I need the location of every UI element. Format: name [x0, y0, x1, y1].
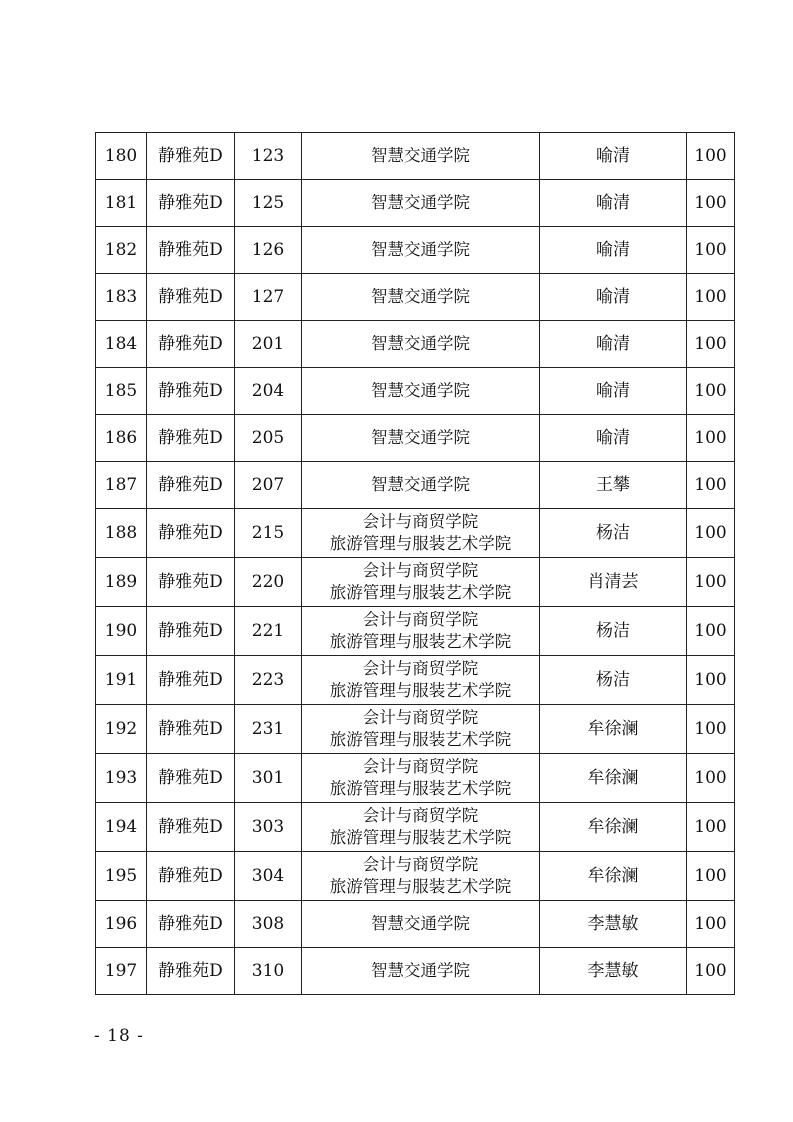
- cell-building: 静雅苑D: [147, 180, 235, 227]
- cell-building: 静雅苑D: [147, 368, 235, 415]
- college-line: 智慧交通学院: [371, 193, 470, 212]
- cell-score: 100: [687, 509, 735, 558]
- cell-score: 100: [687, 558, 735, 607]
- cell-number: 189: [96, 558, 147, 607]
- college-line: 智慧交通学院: [371, 334, 470, 353]
- cell-building: 静雅苑D: [147, 948, 235, 995]
- table-row: [96, 509, 735, 558]
- cell-number: 186: [96, 415, 147, 462]
- cell-counselor: 李慧敏: [540, 901, 687, 948]
- college-line: 旅游管理与服装艺术学院: [329, 632, 512, 651]
- cell-counselor: 王攀: [540, 462, 687, 509]
- table-row: [96, 558, 735, 607]
- table-row: [96, 462, 735, 509]
- college-line: 智慧交通学院: [371, 146, 470, 165]
- cell-college: [302, 321, 540, 368]
- table-row: [96, 415, 735, 462]
- cell-room: 220: [235, 558, 302, 607]
- cell-number: 180: [96, 133, 147, 180]
- cell-counselor: 杨洁: [540, 607, 687, 656]
- cell-building: 静雅苑D: [147, 901, 235, 948]
- cell-college: [302, 558, 540, 607]
- cell-building: 静雅苑D: [147, 607, 235, 656]
- cell-building: 静雅苑D: [147, 852, 235, 901]
- college-line: 旅游管理与服装艺术学院: [329, 583, 512, 602]
- table-row: [96, 180, 735, 227]
- cell-building: 静雅苑D: [147, 462, 235, 509]
- cell-room: 301: [235, 754, 302, 803]
- cell-college: [302, 274, 540, 321]
- cell-college: [302, 656, 540, 705]
- cell-score: 100: [687, 180, 735, 227]
- cell-score: 100: [687, 754, 735, 803]
- cell-counselor: 喻清: [540, 321, 687, 368]
- college-line: 旅游管理与服装艺术学院: [329, 779, 512, 798]
- college-line: 智慧交通学院: [371, 475, 470, 494]
- cell-counselor: 喻清: [540, 368, 687, 415]
- college-line: 智慧交通学院: [371, 287, 470, 306]
- college-line: 智慧交通学院: [371, 428, 470, 447]
- cell-building: 静雅苑D: [147, 558, 235, 607]
- cell-college: [302, 462, 540, 509]
- cell-number: 195: [96, 852, 147, 901]
- cell-counselor: 牟徐澜: [540, 705, 687, 754]
- cell-counselor: 牟徐澜: [540, 754, 687, 803]
- cell-score: 100: [687, 948, 735, 995]
- cell-number: 196: [96, 901, 147, 948]
- cell-college: [302, 852, 540, 901]
- cell-number: 194: [96, 803, 147, 852]
- cell-number: 192: [96, 705, 147, 754]
- cell-score: 100: [687, 852, 735, 901]
- cell-counselor: 牟徐澜: [540, 852, 687, 901]
- college-line: 会计与商贸学院: [362, 806, 479, 825]
- college-line: 会计与商贸学院: [362, 708, 479, 727]
- table-row: [96, 368, 735, 415]
- cell-room: 303: [235, 803, 302, 852]
- college-line: 旅游管理与服装艺术学院: [329, 828, 512, 847]
- cell-number: 183: [96, 274, 147, 321]
- table-row: [96, 321, 735, 368]
- college-line: 智慧交通学院: [371, 914, 470, 933]
- cell-room: 231: [235, 705, 302, 754]
- cell-room: 223: [235, 656, 302, 705]
- table-body: [96, 133, 735, 995]
- cell-room: 310: [235, 948, 302, 995]
- college-line: 智慧交通学院: [371, 381, 470, 400]
- cell-number: 193: [96, 754, 147, 803]
- cell-score: 100: [687, 321, 735, 368]
- college-line: 旅游管理与服装艺术学院: [329, 730, 512, 749]
- cell-score: 100: [687, 656, 735, 705]
- cell-building: 静雅苑D: [147, 656, 235, 705]
- cell-college: [302, 415, 540, 462]
- cell-score: 100: [687, 368, 735, 415]
- cell-score: 100: [687, 274, 735, 321]
- cell-number: 188: [96, 509, 147, 558]
- college-line: 会计与商贸学院: [362, 757, 479, 776]
- cell-counselor: 牟徐澜: [540, 803, 687, 852]
- cell-building: 静雅苑D: [147, 274, 235, 321]
- cell-score: 100: [687, 607, 735, 656]
- cell-counselor: 肖清芸: [540, 558, 687, 607]
- cell-score: 100: [687, 901, 735, 948]
- cell-score: 100: [687, 462, 735, 509]
- cell-building: 静雅苑D: [147, 321, 235, 368]
- table-row: [96, 274, 735, 321]
- cell-counselor: 杨洁: [540, 509, 687, 558]
- cell-college: [302, 754, 540, 803]
- cell-room: 221: [235, 607, 302, 656]
- table-row: [96, 656, 735, 705]
- cell-room: 125: [235, 180, 302, 227]
- cell-college: [302, 948, 540, 995]
- cell-score: 100: [687, 705, 735, 754]
- table-row: [96, 227, 735, 274]
- college-line: 旅游管理与服装艺术学院: [329, 534, 512, 553]
- cell-number: 184: [96, 321, 147, 368]
- cell-building: 静雅苑D: [147, 509, 235, 558]
- college-line: 旅游管理与服装艺术学院: [329, 877, 512, 896]
- cell-counselor: 李慧敏: [540, 948, 687, 995]
- cell-counselor: 喻清: [540, 227, 687, 274]
- cell-counselor: 喻清: [540, 274, 687, 321]
- college-line: 会计与商贸学院: [362, 659, 479, 678]
- cell-building: 静雅苑D: [147, 133, 235, 180]
- college-line: 智慧交通学院: [371, 961, 470, 980]
- cell-room: 205: [235, 415, 302, 462]
- cell-college: [302, 180, 540, 227]
- cell-room: 215: [235, 509, 302, 558]
- cell-number: 190: [96, 607, 147, 656]
- cell-score: 100: [687, 803, 735, 852]
- page-number: - 18 -: [94, 1026, 144, 1046]
- cell-room: 201: [235, 321, 302, 368]
- college-line: 会计与商贸学院: [362, 561, 479, 580]
- cell-room: 308: [235, 901, 302, 948]
- cell-room: 123: [235, 133, 302, 180]
- cell-number: 181: [96, 180, 147, 227]
- college-line: 旅游管理与服装艺术学院: [329, 681, 512, 700]
- cell-room: 207: [235, 462, 302, 509]
- table-row: [96, 803, 735, 852]
- cell-score: 100: [687, 227, 735, 274]
- cell-room: 304: [235, 852, 302, 901]
- table-row: [96, 948, 735, 995]
- cell-building: 静雅苑D: [147, 754, 235, 803]
- cell-college: [302, 705, 540, 754]
- cell-number: 191: [96, 656, 147, 705]
- cell-college: [302, 607, 540, 656]
- cell-college: [302, 803, 540, 852]
- college-line: 会计与商贸学院: [362, 512, 479, 531]
- cell-building: 静雅苑D: [147, 227, 235, 274]
- college-line: 智慧交通学院: [371, 240, 470, 259]
- cell-building: 静雅苑D: [147, 415, 235, 462]
- cell-counselor: 喻清: [540, 180, 687, 227]
- cell-counselor: 杨洁: [540, 656, 687, 705]
- table-row: [96, 901, 735, 948]
- cell-college: [302, 901, 540, 948]
- cell-number: 182: [96, 227, 147, 274]
- table-row: [96, 705, 735, 754]
- cell-college: [302, 509, 540, 558]
- dormitory-score-table: [95, 132, 735, 995]
- cell-number: 187: [96, 462, 147, 509]
- table-row: [96, 754, 735, 803]
- table-row: [96, 607, 735, 656]
- table-row: [96, 133, 735, 180]
- cell-college: [302, 133, 540, 180]
- cell-room: 204: [235, 368, 302, 415]
- college-line: 会计与商贸学院: [362, 855, 479, 874]
- cell-counselor: 喻清: [540, 415, 687, 462]
- cell-room: 127: [235, 274, 302, 321]
- cell-college: [302, 227, 540, 274]
- cell-score: 100: [687, 133, 735, 180]
- cell-college: [302, 368, 540, 415]
- cell-building: 静雅苑D: [147, 705, 235, 754]
- cell-number: 197: [96, 948, 147, 995]
- table-row: [96, 852, 735, 901]
- cell-score: 100: [687, 415, 735, 462]
- cell-counselor: 喻清: [540, 133, 687, 180]
- college-line: 会计与商贸学院: [362, 610, 479, 629]
- cell-room: 126: [235, 227, 302, 274]
- cell-building: 静雅苑D: [147, 803, 235, 852]
- cell-number: 185: [96, 368, 147, 415]
